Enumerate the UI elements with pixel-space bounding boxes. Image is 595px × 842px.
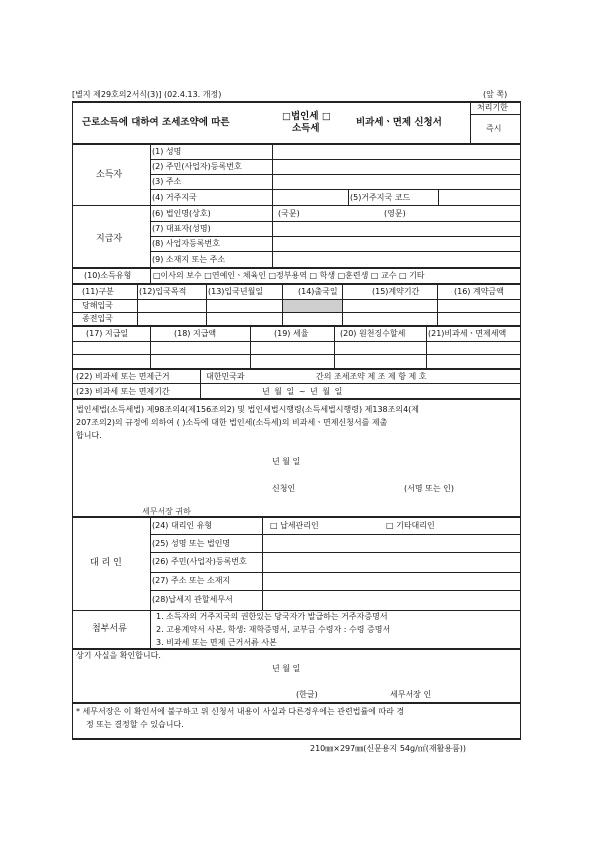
declaration-line1: 법인세법(소득세법) 제98조의4(제156조의2) 및 법인세법시행령(소득세법시행령) 제138조의4(제 xyxy=(76,405,420,414)
earner-residence-label: (4) 거주지국 xyxy=(152,193,197,202)
entry-row-prev: 종전입국 xyxy=(82,314,113,323)
income-type-label: (10)소득유형 xyxy=(84,271,132,280)
pay-col-exempt: (21)비과세ㆍ면제세액 xyxy=(428,329,507,338)
addressee: 세무서장 귀하 xyxy=(142,507,191,516)
title-divider xyxy=(470,101,471,143)
confirm-official: 세무서장 인 xyxy=(390,690,432,699)
confirm-text: 상기 사실을 확인합니다. xyxy=(76,651,161,660)
basis-text-b: 간의 조세조약 제 조 제 항 제 호 xyxy=(316,372,427,381)
basis-text-a: 대한민국과 xyxy=(206,372,245,381)
period-label: (23) 비과세 또는 면제기간 xyxy=(76,387,170,396)
applicant-sign: (서명 또는 인) xyxy=(404,484,454,493)
entry-col-contract-amount: (16) 계약금액 xyxy=(454,287,504,296)
agent-type-other: □ 기타대리인 xyxy=(386,521,435,530)
title-prefix: 근로소득에 대하여 조세조약에 따른 xyxy=(82,117,230,128)
agent-section-label: 대 리 인 xyxy=(90,558,122,568)
exit-date-shaded-cell xyxy=(282,299,342,312)
processing-divider xyxy=(470,114,520,115)
frame-left xyxy=(72,101,73,738)
entry-row-this: 당해입국 xyxy=(82,301,113,310)
note-line2: 정 또는 결정할 수 있습니다. xyxy=(86,720,184,729)
agent-reg-label: (26) 주민(사업자)등록번호 xyxy=(152,557,247,566)
processing-value: 즉시 xyxy=(486,124,502,133)
pay-col-amount: (18) 지급액 xyxy=(174,329,217,338)
confirm-hangul: (한글) xyxy=(296,690,318,699)
entry-col-purpose: (12)입국목적 xyxy=(139,287,187,296)
entry-col-entry-date: (13)입국년월일 xyxy=(208,287,264,296)
frame-right xyxy=(520,101,521,738)
entry-col-type: (11)구분 xyxy=(82,287,114,296)
page-side: (앞 쪽) xyxy=(483,90,508,99)
payer-english-label: (영문) xyxy=(384,209,406,218)
title-checkbox-income: 소득세 xyxy=(292,123,320,134)
pay-col-withheld: (20) 원천징수할세 xyxy=(340,329,406,338)
agent-name-label: (25) 성명 또는 법인명 xyxy=(152,539,231,548)
attachments-label: 첨부서류 xyxy=(92,624,127,634)
declaration-line3: 합니다. xyxy=(76,431,102,440)
payer-corp-label: (6) 법인명(상호) xyxy=(152,209,211,218)
title-suffix: 비과세ㆍ면제 신청서 xyxy=(356,117,442,128)
paper-spec: 210㎜×297㎜(신문용지 54g/㎡(재활용품)) xyxy=(310,744,467,753)
agent-type-label: (24) 대리인 유형 xyxy=(152,521,213,530)
title-checkbox-corp: □법인세 □ xyxy=(282,111,331,122)
declaration-line2: 207조의2)의 규정에 의하여 ( )소득에 대한 법인세(소득세)의 비과세ㆍ면제신청서를 제출 xyxy=(76,418,388,427)
agent-address-label: (27) 주소 또는 소재지 xyxy=(152,576,231,585)
earner-address-label: (3) 주소 xyxy=(152,177,182,186)
payer-section-label: 지급자 xyxy=(96,234,123,244)
confirm-date: 년 월 일 xyxy=(272,664,301,673)
attachment-item-3: 3. 비과세 또는 면제 근거서류 사본 xyxy=(156,638,277,647)
attachment-item-1: 1. 소득자의 거주지국의 권한있는 당국자가 발급하는 거주자증명서 xyxy=(156,612,388,621)
agent-type-tax: □ 납세관리인 xyxy=(270,521,319,530)
payer-korean-label: (국문) xyxy=(278,209,300,218)
entry-col-contract-period: (15)계약기간 xyxy=(372,287,420,296)
frame-bottom xyxy=(72,738,521,740)
payer-rep-label: (7) 대표자(성명) xyxy=(152,224,211,233)
frame-top xyxy=(72,101,520,103)
note-line1: * 세무서장은 이 확인서에 불구하고 위 신청서 내용이 사실과 다른경우에는 관련법률에 따라 경 xyxy=(76,707,405,716)
earner-section-label: 소득자 xyxy=(96,170,123,180)
earner-reg-label: (2) 주민(사업자)등록번호 xyxy=(152,162,242,171)
pay-col-date: (17) 지급일 xyxy=(86,329,129,338)
attachment-item-2: 2. 고용계약서 사본, 학생: 재학증명서, 교부금 수령자 : 수령 증명서 xyxy=(156,625,391,634)
earner-residence-code-label: (5)거주지국 코드 xyxy=(350,193,411,202)
earner-name-label: (1) 성명 xyxy=(152,147,182,156)
form-id: [별지 제29호의2서식(3)] (02.4.13. 개정) xyxy=(72,90,222,99)
applicant-label: 신청인 xyxy=(272,484,296,493)
basis-label: (22) 비과세 또는 면제근거 xyxy=(76,372,170,381)
processing-label: 처리기한 xyxy=(477,103,508,112)
entry-col-exit-date: (14)출국일 xyxy=(298,287,338,296)
agent-tax-office-label: (28)납세지 관할세무서 xyxy=(152,595,233,604)
pay-col-rate: (19) 세율 xyxy=(274,329,309,338)
title-bottom xyxy=(72,143,520,145)
payer-location-label: (9) 소재지 또는 주소 xyxy=(152,255,226,264)
income-type-options: □이사의 보수 □연예인ㆍ체육인 □정부용역 □ 학생 □훈련생 □ 교수 □ 기타 xyxy=(153,271,425,280)
period-text: 년 월 일 ~ 년 월 일 xyxy=(262,387,344,396)
payer-biz-label: (8) 사업자등록번호 xyxy=(152,239,220,248)
declaration-date: 년 월 일 xyxy=(272,457,301,466)
